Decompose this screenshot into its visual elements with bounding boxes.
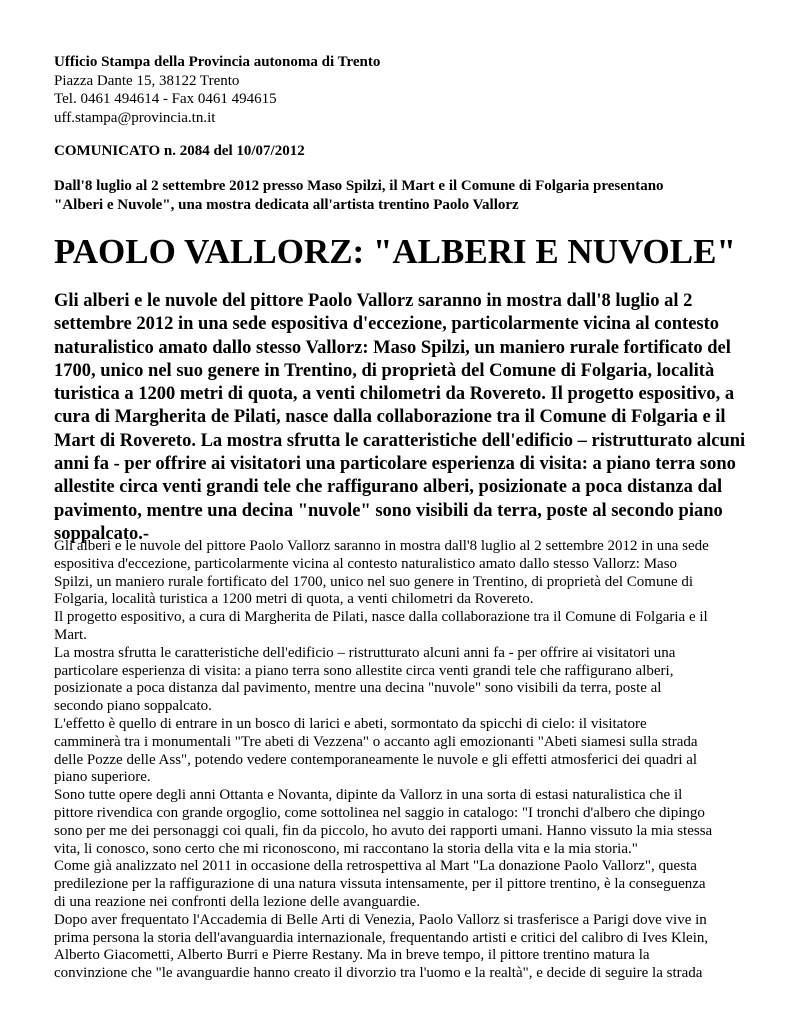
- body-line: Il progetto espositivo, a cura di Margherita de Pilati, nasce dalla collaborazione tra il Comune di Folgaria e il: [54, 609, 708, 626]
- body-line: prima persona la storia dell'avanguardia internazionale, frequentando artisti e critici del calibro di Ives Klein,: [54, 929, 709, 946]
- body-line: piano superiore.: [54, 769, 151, 786]
- body-line: Come già analizzato nel 2011 in occasione della retrospettiva al Mart "La donazione Paolo Vallorz", questa: [54, 858, 697, 875]
- office-email: uff.stampa@provincia.tn.it: [54, 109, 216, 126]
- body-line: di una reazione nei confronti della lezione delle avanguardie.: [54, 893, 421, 910]
- body-line: delle Pozze delle Ass", potendo vedere contemporaneamente le nuvole e gli effetti atmosferici dei quadri al: [54, 751, 698, 768]
- lead-line: pavimento, mentre una decina "nuvole" sono visibili da terra, poste al secondo piano: [54, 500, 723, 521]
- body-line: predilezione per la raffigurazione di una natura vissuta intensamente, per il pittore trentino, è la conseguenza: [54, 876, 706, 893]
- subtitle: [54, 177, 754, 214]
- body-line: posizionate a poca distanza dal pavimento, mentre una decina "nuvole" sono visibili da terra, poste al: [54, 680, 662, 697]
- office-phone: Tel. 0461 494614 - Fax 0461 494615: [54, 91, 277, 107]
- body-text: [54, 538, 754, 983]
- subtitle-line: Dall'8 luglio al 2 settembre 2012 presso Maso Spilzi, il Mart e il Comune di Folgaria presentano: [54, 178, 664, 194]
- lead-line: Mart di Rovereto. La mostra sfrutta le caratteristiche dell'edificio – ristrutturato alcuni: [54, 430, 746, 451]
- press-office-header: [54, 53, 744, 127]
- lead-line: anni fa - per offrire ai visitatori una particolare esperienza di visita: a piano terra sono: [54, 454, 736, 475]
- body-line: vita, li conosco, sono certo che mi riconoscono, mi raccontano la storia della vita e la mia storia.": [54, 840, 638, 857]
- lead-line: cura di Margherita de Pilati, nasce dalla collaborazione tra il Comune di Folgaria e il: [54, 407, 726, 428]
- lead-line: Gli alberi e le nuvole del pittore Paolo Vallorz saranno in mostra dall'8 luglio al 2: [54, 291, 693, 311]
- body-line: sono per me dei personaggi coi quali, fin da piccolo, ho avuto dei rapporti umani. Hanno vissuto la mia stessa: [54, 822, 713, 839]
- lead-line: 1700, unico nel suo genere in Trentino, di proprietà del Comune di Folgaria, località: [54, 360, 715, 381]
- body-line: Dopo aver frequentato l'Accademia di Belle Arti di Venezia, Paolo Vallorz si trasferisce a Parigi dove vive in: [54, 911, 707, 928]
- body-line: secondo piano soppalcato.: [54, 698, 212, 715]
- body-line: Sono tutte opere degli anni Ottanta e Novanta, dipinte da Vallorz in una sorta di estasi naturalistica che il: [54, 787, 683, 804]
- lead-line: turistica a 1200 metri di quota, a venti chilometri da Rovereto. Il progetto espositivo, a: [54, 384, 735, 405]
- body-line: L'effetto è quello di entrare in un bosco di larici e abeti, sormontato da spicchi di cielo: il visitatore: [54, 715, 647, 732]
- body-line: Alberto Giacometti, Alberto Burri e Pierre Restany. Ma in breve tempo, il pittore trentino matura la: [54, 947, 650, 964]
- body-line: espositiva d'eccezione, particolarmente vicina al contesto naturalistico amato dallo stesso Vallorz: Maso: [54, 555, 678, 572]
- body-line: Gli alberi e le nuvole del pittore Paolo Vallorz saranno in mostra dall'8 luglio al 2 settembre 2012 in una sede: [54, 538, 709, 554]
- body-line: particolare esperienza di visita: a piano terra sono allestite circa venti grandi tele che raffigurano alberi,: [54, 662, 674, 679]
- body-line: Folgaria, località turistica a 1200 metri di quota, a venti chilometri da Rovereto.: [54, 591, 534, 608]
- body-line: La mostra sfrutta le caratteristiche dell'edificio – ristrutturato alcuni anni fa - per offrire ai visitatori una: [54, 644, 676, 661]
- page-title: PAOLO VALLORZ: "ALBERI E NUVOLE": [54, 232, 736, 271]
- lead-line: naturalistico amato dallo stesso Vallorz: Maso Spilzi, un maniero rurale fortificato del: [54, 337, 731, 358]
- body-line: camminerà tra i monumentali "Tre abeti di Vezzena" o accanto agli emozionanti "Abeti siamesi sulla strada: [54, 733, 698, 750]
- office-address: Piazza Dante 15, 38122 Trento: [54, 72, 240, 89]
- subtitle-line: "Alberi e Nuvole", una mostra dedicata all'artista trentino Paolo Vallorz: [54, 196, 519, 213]
- office-name: Ufficio Stampa della Provincia autonoma di Trento: [54, 54, 381, 70]
- lead-line: allestite circa venti grandi tele che raffigurano alberi, posizionate a poca distanza dal: [54, 477, 723, 498]
- lead-line: soppalcato.-: [54, 523, 150, 544]
- body-line: Spilzi, un maniero rurale fortificato del 1700, unico nel suo genere in Trentino, di proprietà del Comune di: [54, 573, 694, 590]
- lead-line: settembre 2012 in una sede espositiva d'eccezione, particolarmente vicina al contesto: [54, 314, 720, 335]
- lead-paragraph: [54, 290, 754, 546]
- comunicato-number: COMUNICATO n. 2084 del 10/07/2012: [54, 143, 305, 159]
- body-line: convinzione che "le avanguardie hanno creato il divorzio tra l'uomo e la realtà", e decide di seguire la strada: [54, 965, 703, 982]
- body-line: Mart.: [54, 626, 87, 643]
- body-line: pittore rivendica con grande orgoglio, come sottolinea nel saggio in catalogo: "I tronchi d'albero che dipingo: [54, 804, 705, 821]
